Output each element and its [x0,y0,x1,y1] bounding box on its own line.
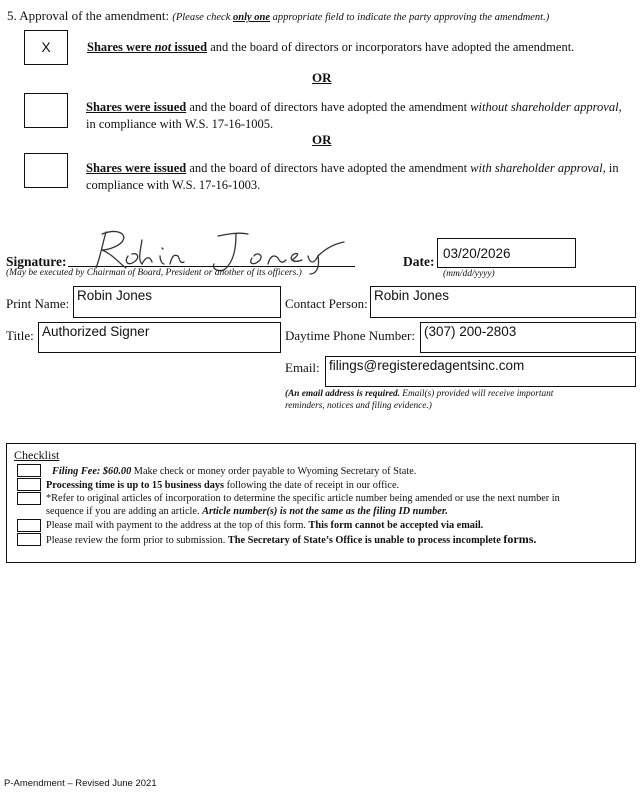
date-label: Date: [403,254,435,269]
checklist-item-5: Please review the form prior to submission. The Secretary of State’s Office is unable to process incomplete forms. [46,532,537,546]
checklist-panel [6,443,636,563]
option-2-text: Shares were issued and the board of directors have adopted the amendment without shareholder approval, in compliance with W.S. 17-16-1005. [86,100,622,131]
option-2-checkbox[interactable] [24,93,68,128]
option-1-checkbox[interactable] [24,30,68,65]
checklist-checkbox-4[interactable] [17,519,41,532]
section-header [7,8,549,24]
print-name-label: Print Name: [6,296,70,311]
phone-field[interactable]: (307) 200-2803 [420,322,636,353]
signature-note: (May be executed by Chairman of Board, President or another of its officers.) [6,268,302,278]
option-3-text: Shares were issued and the board of directors have adopted the amendment with shareholder approval, in compliance with W.S. 17-16-1003. [86,161,619,192]
contact-person-label: Contact Person: [285,296,368,311]
email-note: (An email address is required. Email(s) provided will receive important reminders, notices and filing evidence.) [285,389,554,411]
email-field[interactable]: filings@registeredagentsinc.com [325,356,636,387]
checklist-item-3: *Refer to original articles of incorporation to determine the specific article number being amended or use the next number in sequence if you are adding an article. Article number(s) is not the same as the filing ID number. [46,493,560,517]
contact-person-field[interactable]: Robin Jones [370,286,636,318]
checklist-item-1: Filing Fee: $60.00 Make check or money order payable to Wyoming Secretary of State. [52,466,417,477]
section-instruction: (Please check only one appropriate field to indicate the party approving the amendment.) [172,12,550,23]
checklist-checkbox-2[interactable] [17,478,41,491]
section-title: 5. Approval of the amendment: [7,8,170,23]
checklist-item-2: Processing time is up to 15 business days following the date of receipt in our office. [46,480,400,491]
option-1-text: Shares were not issued and the board of directors or incorporators have adopted the amendment. [87,40,575,54]
checklist-item-4: Please mail with payment to the address at the top of this form. This form cannot be accepted via email. [46,520,484,531]
checklist-checkbox-3[interactable] [17,492,41,505]
email-label: Email: [285,360,320,375]
title-field[interactable]: Authorized Signer [38,322,281,353]
or-divider-2: OR [312,132,332,147]
phone-label: Daytime Phone Number: [285,328,415,343]
option-3-checkbox[interactable] [24,153,68,188]
or-divider-1: OR [312,70,332,85]
checklist-checkbox-1[interactable] [17,464,41,477]
date-hint: (mm/dd/yyyy) [443,269,495,279]
checkbox-mark: X [41,39,51,55]
footer-revision: P-Amendment – Revised June 2021 [4,778,157,789]
checklist-checkbox-5[interactable] [17,533,41,546]
checklist-title: Checklist [14,448,60,462]
date-field[interactable]: 03/20/2026 [437,238,576,268]
title-label: Title: [6,328,34,343]
print-name-field[interactable]: Robin Jones [73,286,281,318]
signature-label: Signature: [6,254,67,269]
